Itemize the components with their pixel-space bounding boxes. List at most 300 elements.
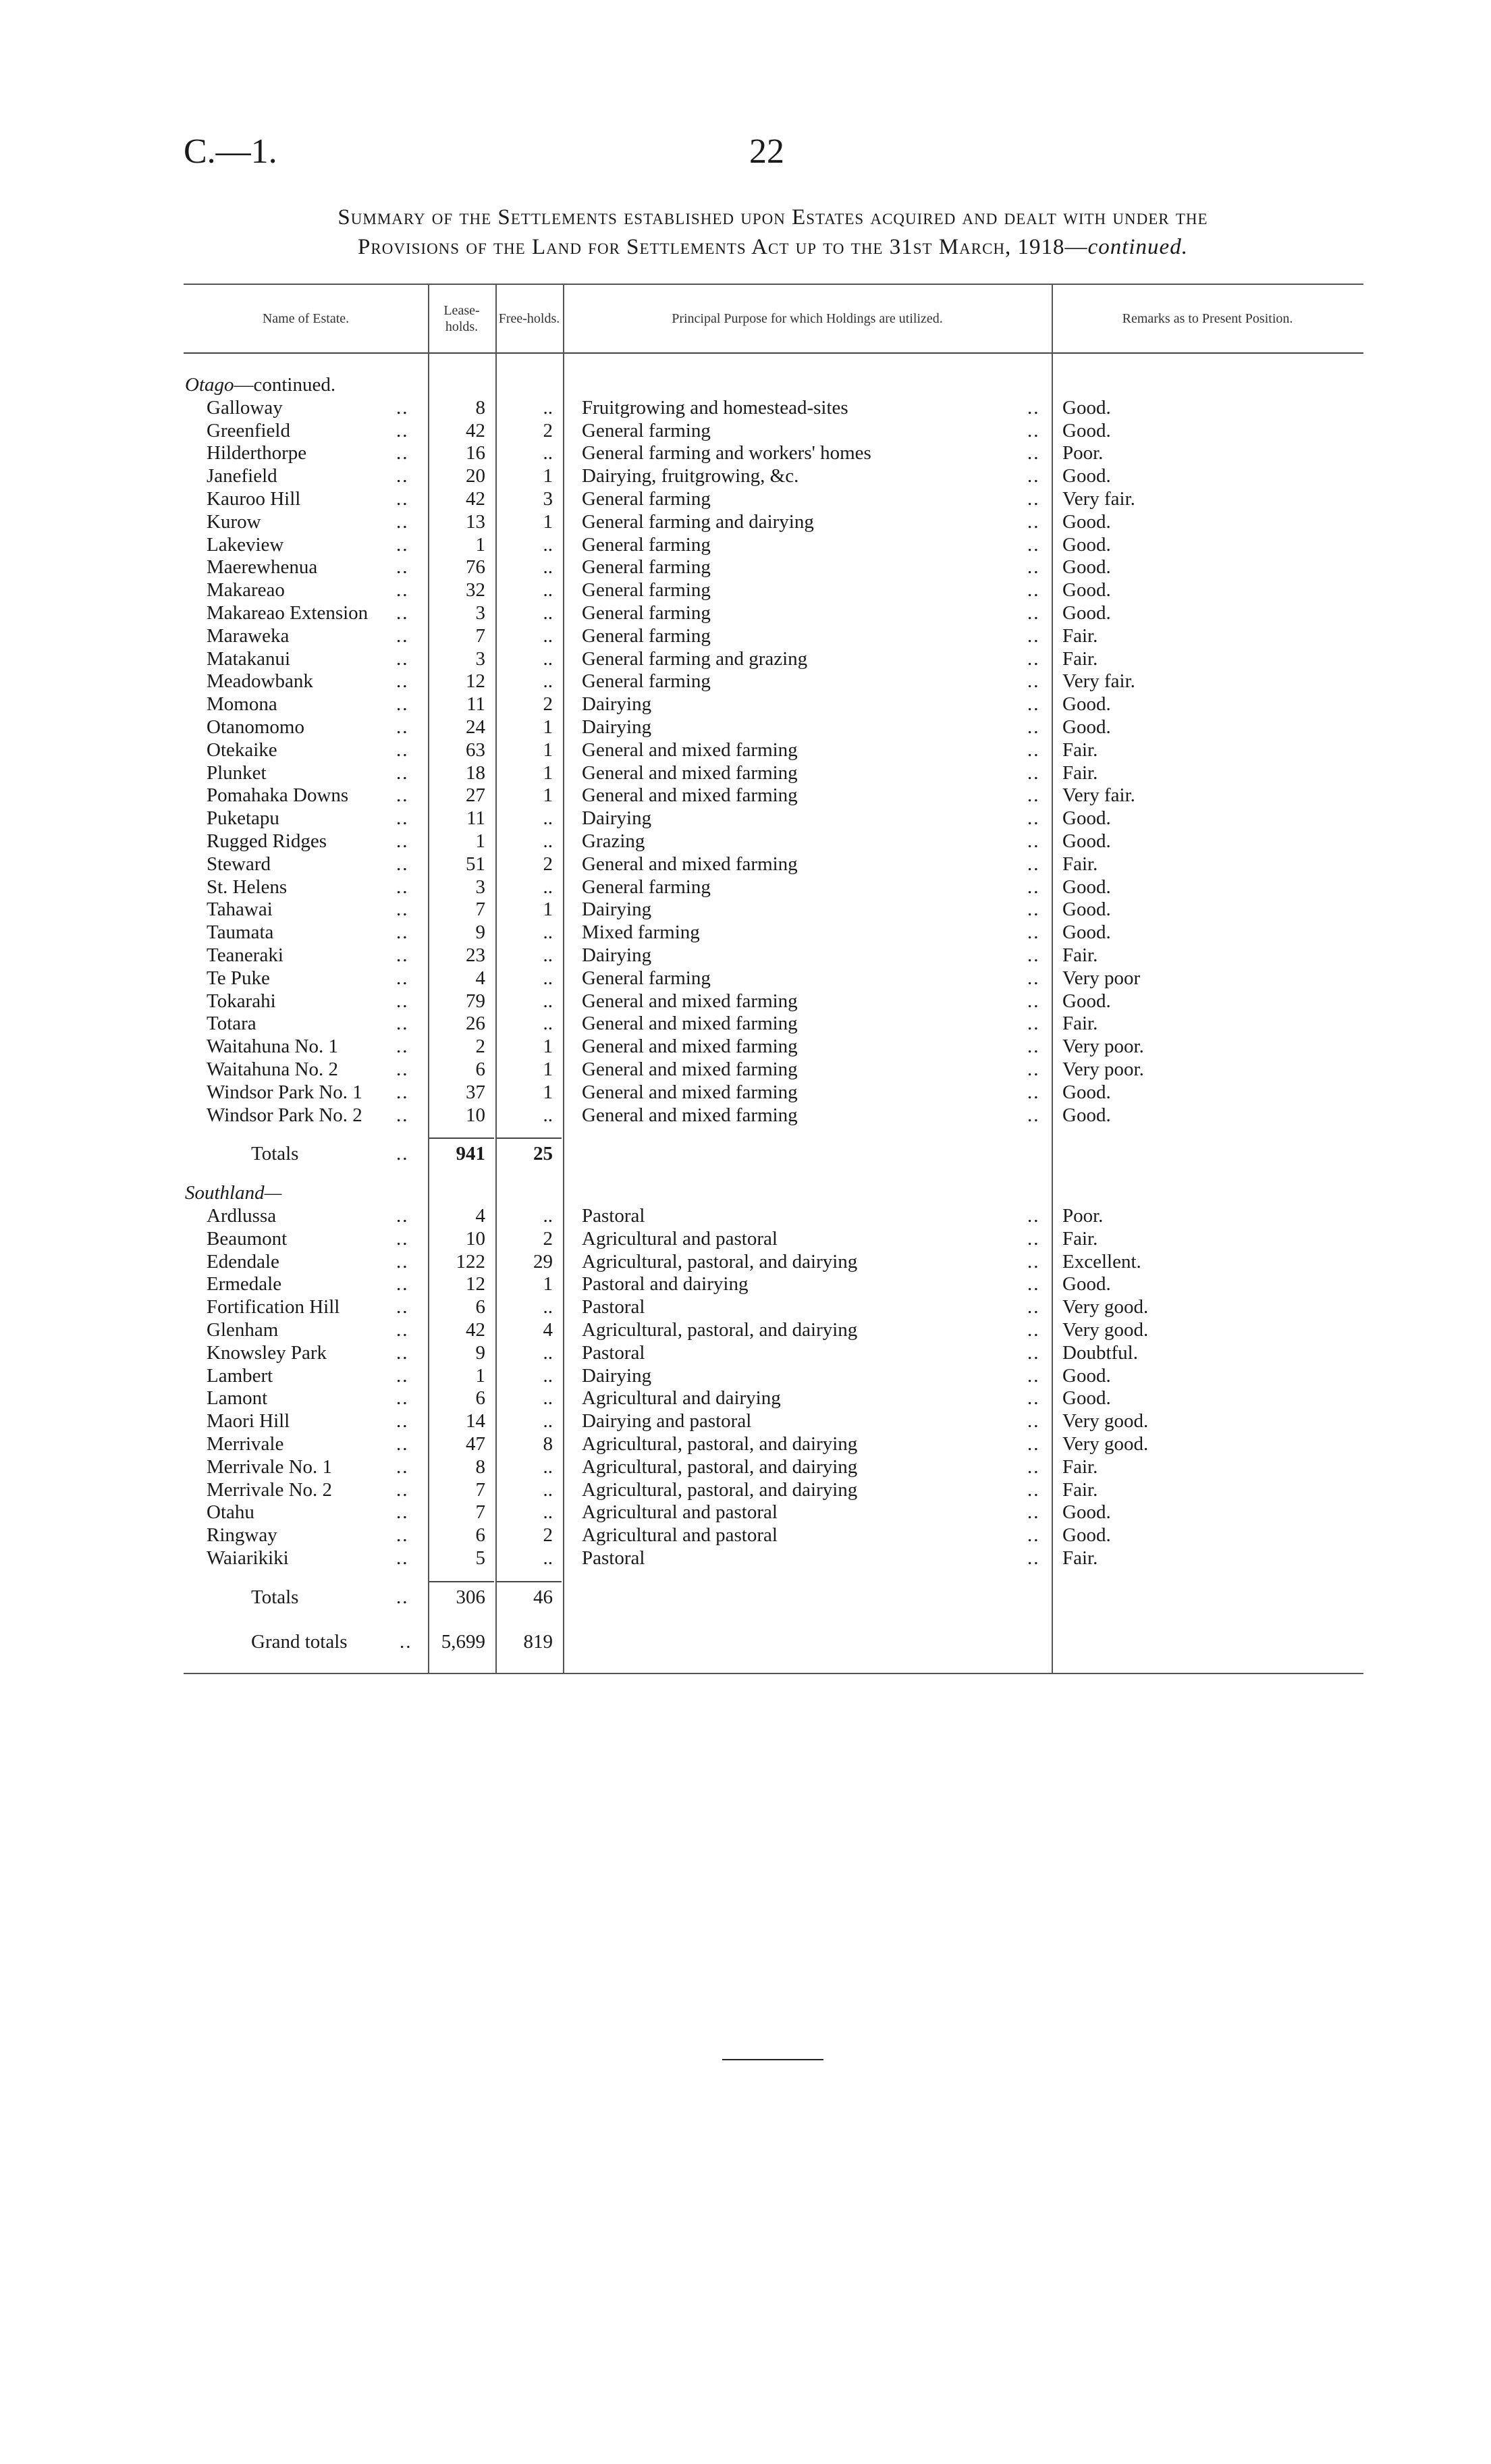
- leader-dots: ..: [1027, 579, 1040, 601]
- table-row: [184, 1296, 1363, 1319]
- freeholds-value: 1: [543, 1036, 553, 1058]
- estate-name: Makareao Extension: [207, 601, 369, 624]
- estate-name: Glenham: [207, 1319, 279, 1341]
- leaseholds-value: 11: [466, 807, 485, 830]
- table-row: [184, 1387, 1363, 1410]
- remarks-text: Very poor: [1062, 967, 1141, 989]
- leaseholds-value: 8: [475, 396, 485, 419]
- estate-name: Windsor Park No. 1: [207, 1081, 362, 1103]
- purpose-text: General and mixed farming: [582, 990, 798, 1012]
- leaseholds-value: 7: [475, 624, 485, 647]
- leader-dots: ..: [1027, 807, 1040, 830]
- leader-dots: ..: [1027, 510, 1040, 533]
- table-row: [184, 1251, 1363, 1274]
- leaseholds-value: 4: [475, 967, 485, 989]
- leader-dots: ..: [396, 1410, 409, 1432]
- leader-dots: ..: [396, 1205, 409, 1227]
- purpose-text: Dairying: [582, 1364, 652, 1387]
- leaseholds-value: 27: [466, 784, 485, 807]
- freeholds-value: ..: [543, 1387, 553, 1410]
- otago-rows: [184, 397, 1363, 1127]
- leader-dots: ..: [1027, 899, 1040, 921]
- purpose-text: General and mixed farming: [582, 784, 798, 807]
- leader-dots: ..: [396, 876, 409, 898]
- leaseholds-value: 5: [475, 1547, 485, 1570]
- purpose-text: Dairying: [582, 807, 652, 830]
- leader-dots: ..: [1027, 1081, 1040, 1103]
- remarks-text: Fair.: [1062, 1227, 1098, 1250]
- table-row: [184, 1501, 1363, 1524]
- remarks-text: Fair.: [1062, 1547, 1098, 1570]
- leader-dots: ..: [1027, 1455, 1040, 1478]
- remarks-text: Good.: [1062, 1387, 1111, 1410]
- remarks-text: Good.: [1062, 465, 1111, 487]
- remarks-text: Good.: [1062, 1104, 1111, 1126]
- estate-name: Momona: [207, 693, 277, 716]
- freeholds-value: 1: [543, 739, 553, 761]
- leaseholds-value: 51: [466, 853, 485, 875]
- leaseholds-value: 12: [466, 670, 485, 693]
- remarks-text: Very poor.: [1062, 1058, 1144, 1080]
- estate-name: Maraweka: [207, 624, 290, 647]
- leaseholds-value: 1: [475, 1364, 485, 1387]
- purpose-text: General farming: [582, 601, 711, 624]
- leader-dots: ..: [396, 784, 409, 807]
- freeholds-value: ..: [543, 1104, 553, 1126]
- totals-rule: [429, 1137, 494, 1139]
- estate-name: Janefield: [207, 465, 277, 487]
- leaseholds-value: 20: [466, 465, 485, 487]
- estate-name: Waitahuna No. 1: [207, 1036, 338, 1058]
- leader-dots: ..: [396, 1341, 409, 1364]
- purpose-text: Dairying: [582, 693, 652, 716]
- estate-name: Greenfield: [207, 419, 290, 441]
- column-divider: [563, 284, 564, 1674]
- leader-dots: ..: [396, 1273, 409, 1295]
- grand-totals-leaseholds: 5,699: [441, 1630, 485, 1653]
- totals-row-southland: [184, 1581, 1363, 1613]
- freeholds-value: ..: [543, 921, 553, 944]
- leader-dots: ..: [1027, 1410, 1040, 1432]
- leaseholds-value: 23: [466, 944, 485, 966]
- leader-dots: ..: [1027, 853, 1040, 875]
- estate-name: Otanomomo: [207, 716, 304, 738]
- remarks-text: Good.: [1062, 1501, 1111, 1524]
- leaseholds-value: 122: [456, 1250, 485, 1273]
- table-row: [184, 830, 1363, 853]
- leader-dots: ..: [396, 1547, 409, 1570]
- freeholds-value: 1: [543, 716, 553, 738]
- table-row: [184, 1433, 1363, 1456]
- freeholds-value: ..: [543, 556, 553, 579]
- leader-dots: ..: [396, 396, 409, 419]
- table-row: [184, 716, 1363, 739]
- title-line-2: [175, 232, 1370, 262]
- remarks-text: Poor.: [1062, 1205, 1104, 1227]
- table-row: [184, 944, 1363, 967]
- remarks-text: Very fair.: [1062, 487, 1135, 510]
- leader-dots: ..: [1027, 1013, 1040, 1035]
- purpose-text: Mixed farming: [582, 921, 700, 944]
- purpose-text: General and mixed farming: [582, 853, 798, 875]
- leader-dots: ..: [396, 1501, 409, 1524]
- remarks-text: Doubtful.: [1062, 1341, 1138, 1364]
- estate-name: St. Helens: [207, 876, 288, 898]
- column-header-purpose: Principal Purpose for which Holdings are utilized.: [672, 311, 943, 326]
- remarks-text: Fair.: [1062, 1478, 1098, 1501]
- table-row: [184, 1410, 1363, 1433]
- totals-freeholds: 25: [533, 1143, 553, 1165]
- leader-dots: ..: [396, 807, 409, 830]
- purpose-text: Dairying: [582, 716, 652, 738]
- table-row: [184, 876, 1363, 899]
- page-number: 22: [749, 132, 784, 171]
- leader-dots: ..: [1027, 1364, 1040, 1387]
- leaseholds-value: 37: [466, 1081, 485, 1103]
- grand-totals-label: Grand totals: [251, 1630, 348, 1653]
- freeholds-value: 1: [543, 1081, 553, 1103]
- freeholds-value: 3: [543, 487, 553, 510]
- leader-dots: ..: [1027, 601, 1040, 624]
- table-row: [184, 921, 1363, 944]
- estate-name: Galloway: [207, 396, 283, 419]
- leader-dots: ..: [1027, 1387, 1040, 1410]
- table-row: [184, 488, 1363, 511]
- estate-name: Beaumont: [207, 1227, 288, 1250]
- freeholds-value: 4: [543, 1319, 553, 1341]
- estate-name: Merrivale No. 1: [207, 1455, 333, 1478]
- freeholds-value: 1: [543, 465, 553, 487]
- remarks-text: Good.: [1062, 396, 1111, 419]
- leaseholds-value: 10: [466, 1104, 485, 1126]
- remarks-text: Fair.: [1062, 647, 1098, 670]
- leaseholds-value: 26: [466, 1013, 485, 1035]
- remarks-text: Poor.: [1062, 442, 1104, 464]
- purpose-text: General and mixed farming: [582, 1013, 798, 1035]
- leaseholds-value: 16: [466, 442, 485, 464]
- leader-dots: ..: [396, 944, 409, 966]
- leaseholds-value: 18: [466, 761, 485, 784]
- remarks-text: Good.: [1062, 1524, 1111, 1547]
- purpose-text: Agricultural and pastoral: [582, 1227, 778, 1250]
- purpose-text: Grazing: [582, 830, 645, 852]
- leader-dots: ..: [1027, 876, 1040, 898]
- remarks-text: Very good.: [1062, 1296, 1149, 1318]
- estate-name: Teaneraki: [207, 944, 283, 966]
- leaseholds-value: 6: [475, 1296, 485, 1318]
- leader-dots: ..: [396, 1143, 409, 1165]
- purpose-text: General farming: [582, 670, 711, 693]
- leaseholds-value: 2: [475, 1036, 485, 1058]
- table-row: [184, 807, 1363, 830]
- totals-row-otago: [184, 1137, 1363, 1170]
- leaseholds-value: 8: [475, 1455, 485, 1478]
- leaseholds-value: 1: [475, 533, 485, 556]
- section-heading-otago: [184, 374, 1363, 397]
- freeholds-value: ..: [543, 396, 553, 419]
- freeholds-value: ..: [543, 967, 553, 989]
- column-header-leaseholds: Lease-holds.: [443, 303, 480, 334]
- estate-name: Te Puke: [207, 967, 270, 989]
- leader-dots: ..: [396, 1586, 409, 1608]
- purpose-text: Dairying: [582, 899, 652, 921]
- title-line-2-text: Provisions of the Land for Settlements Act up to the 31st March, 1918—: [358, 235, 1088, 259]
- estate-name: Otekaike: [207, 739, 277, 761]
- table-row: [184, 1456, 1363, 1479]
- leader-dots: ..: [396, 739, 409, 761]
- totals-label: Totals: [251, 1586, 299, 1608]
- remarks-text: Good.: [1062, 579, 1111, 601]
- leader-dots: ..: [396, 647, 409, 670]
- totals-rule: [497, 1581, 562, 1582]
- estate-name: Lambert: [207, 1364, 273, 1387]
- table-row: [184, 534, 1363, 557]
- totals-rule: [497, 1137, 562, 1139]
- remarks-text: Fair.: [1062, 624, 1098, 647]
- remarks-text: Fair.: [1062, 1455, 1098, 1478]
- table-row: [184, 397, 1363, 420]
- section-heading-southland: Southland—: [185, 1182, 282, 1204]
- leader-dots: ..: [1027, 967, 1040, 989]
- leader-dots: ..: [396, 487, 409, 510]
- leaseholds-value: 1: [475, 830, 485, 852]
- freeholds-value: ..: [543, 442, 553, 464]
- leader-dots: ..: [1027, 1205, 1040, 1227]
- purpose-text: Agricultural, pastoral, and dairying: [582, 1455, 858, 1478]
- grand-totals-freeholds: 819: [523, 1630, 553, 1653]
- remarks-text: Good.: [1062, 899, 1111, 921]
- leader-dots: ..: [396, 1296, 409, 1318]
- freeholds-value: 2: [543, 693, 553, 716]
- leader-dots: ..: [1027, 533, 1040, 556]
- leader-dots: ..: [396, 510, 409, 533]
- freeholds-value: 1: [543, 784, 553, 807]
- leader-dots: ..: [1027, 1104, 1040, 1126]
- spacer: [184, 1170, 1363, 1182]
- leader-dots: ..: [1027, 693, 1040, 716]
- column-divider: [1052, 284, 1053, 1674]
- column-header-freeholds: Free-holds.: [498, 311, 560, 326]
- leader-dots: ..: [396, 556, 409, 579]
- remarks-text: Good.: [1062, 533, 1111, 556]
- estate-name: Kauroo Hill: [207, 487, 301, 510]
- estate-name: Merrivale: [207, 1433, 284, 1455]
- leader-dots: ..: [396, 761, 409, 784]
- southland-rows: [184, 1205, 1363, 1570]
- estate-name: Plunket: [207, 761, 267, 784]
- purpose-text: General farming: [582, 967, 711, 989]
- table-row: [184, 1524, 1363, 1547]
- leader-dots: ..: [1027, 1227, 1040, 1250]
- freeholds-value: ..: [543, 670, 553, 693]
- leaseholds-value: 6: [475, 1524, 485, 1547]
- freeholds-value: 1: [543, 761, 553, 784]
- leader-dots: ..: [396, 1058, 409, 1080]
- leaseholds-value: 6: [475, 1387, 485, 1410]
- estate-name: Waiarikiki: [207, 1547, 289, 1570]
- leaseholds-value: 47: [466, 1433, 485, 1455]
- table-row: [184, 967, 1363, 990]
- leaseholds-value: 42: [466, 487, 485, 510]
- estate-name: Lakeview: [207, 533, 284, 556]
- estate-name: Makareao: [207, 579, 285, 601]
- totals-leaseholds: 306: [456, 1586, 485, 1608]
- purpose-text: Agricultural and pastoral: [582, 1501, 778, 1524]
- leader-dots: ..: [1027, 1273, 1040, 1295]
- freeholds-value: ..: [543, 624, 553, 647]
- leaseholds-value: 13: [466, 510, 485, 533]
- freeholds-value: ..: [543, 647, 553, 670]
- remarks-text: Good.: [1062, 556, 1111, 579]
- estate-name: Waitahuna No. 2: [207, 1058, 338, 1080]
- estate-name: Edendale: [207, 1250, 279, 1273]
- purpose-text: Dairying: [582, 944, 652, 966]
- leader-dots: ..: [1027, 1296, 1040, 1318]
- estate-name: Otahu: [207, 1501, 254, 1524]
- remarks-text: Fair.: [1062, 761, 1098, 784]
- leaseholds-value: 7: [475, 1501, 485, 1524]
- freeholds-value: 1: [543, 1058, 553, 1080]
- purpose-text: Pastoral: [582, 1341, 645, 1364]
- leaseholds-value: 9: [475, 1341, 485, 1364]
- leader-dots: ..: [1027, 716, 1040, 738]
- table-row: [184, 442, 1363, 465]
- leader-dots: ..: [396, 899, 409, 921]
- freeholds-value: ..: [543, 876, 553, 898]
- table-body: [184, 354, 1363, 1673]
- table-row: [184, 853, 1363, 876]
- purpose-text: General and mixed farming: [582, 1058, 798, 1080]
- leader-dots: ..: [396, 1036, 409, 1058]
- leader-dots: ..: [1027, 739, 1040, 761]
- freeholds-value: 2: [543, 1227, 553, 1250]
- leader-dots: ..: [400, 1630, 412, 1653]
- freeholds-value: ..: [543, 1455, 553, 1478]
- spacer: [184, 1570, 1363, 1581]
- purpose-text: General farming: [582, 419, 711, 441]
- leader-dots: ..: [396, 579, 409, 601]
- leaseholds-value: 10: [466, 1227, 485, 1250]
- freeholds-value: 2: [543, 853, 553, 875]
- leader-dots: ..: [1027, 990, 1040, 1012]
- leaseholds-value: 11: [466, 693, 485, 716]
- leader-dots: ..: [396, 601, 409, 624]
- table-row: [184, 1036, 1363, 1059]
- title-line-1: Summary of the Settlements established upon Estates acquired and dealt with under the: [337, 205, 1208, 230]
- purpose-text: General farming: [582, 556, 711, 579]
- leaseholds-value: 12: [466, 1273, 485, 1295]
- estate-name: Maori Hill: [207, 1410, 290, 1432]
- title-continued: continued.: [1087, 235, 1188, 259]
- remarks-text: Fair.: [1062, 1013, 1098, 1035]
- remarks-text: Good.: [1062, 693, 1111, 716]
- table-bottom-rule: [184, 1673, 1363, 1674]
- leader-dots: ..: [1027, 1478, 1040, 1501]
- estate-name: Hilderthorpe: [207, 442, 307, 464]
- remarks-text: Good.: [1062, 716, 1111, 738]
- estate-name: Rugged Ridges: [207, 830, 327, 852]
- estate-name: Merrivale No. 2: [207, 1478, 333, 1501]
- purpose-text: General and mixed farming: [582, 1104, 798, 1126]
- purpose-text: General farming and dairying: [582, 510, 814, 533]
- table-row: [184, 1205, 1363, 1228]
- freeholds-value: ..: [543, 1296, 553, 1318]
- table-row: [184, 648, 1363, 671]
- page-header: [0, 132, 1491, 179]
- remarks-text: Very good.: [1062, 1410, 1149, 1432]
- leader-dots: ..: [396, 624, 409, 647]
- leaseholds-value: 6: [475, 1058, 485, 1080]
- leader-dots: ..: [1027, 1524, 1040, 1547]
- purpose-text: Pastoral: [582, 1296, 645, 1318]
- leader-dots: ..: [396, 853, 409, 875]
- table-row: [184, 1319, 1363, 1342]
- freeholds-value: 8: [543, 1433, 553, 1455]
- estate-name: Ardlussa: [207, 1205, 277, 1227]
- table-row: [184, 1342, 1363, 1365]
- totals-leaseholds: 941: [456, 1143, 485, 1165]
- estate-name: Knowsley Park: [207, 1341, 327, 1364]
- remarks-text: Fair.: [1062, 944, 1098, 966]
- purpose-text: Dairying and pastoral: [582, 1410, 752, 1432]
- estate-name: Lamont: [207, 1387, 268, 1410]
- leaseholds-value: 3: [475, 647, 485, 670]
- estate-name: Pomahaka Downs: [207, 784, 349, 807]
- freeholds-value: ..: [543, 807, 553, 830]
- leader-dots: ..: [396, 1104, 409, 1126]
- remarks-text: Good.: [1062, 830, 1111, 852]
- table-row: [184, 1273, 1363, 1296]
- table-row: [184, 1013, 1363, 1036]
- purpose-text: General and mixed farming: [582, 1036, 798, 1058]
- freeholds-value: ..: [543, 579, 553, 601]
- remarks-text: Good.: [1062, 601, 1111, 624]
- page-title: [175, 203, 1370, 262]
- leader-dots: ..: [396, 533, 409, 556]
- estate-name: Maerewhenua: [207, 556, 318, 579]
- leader-dots: ..: [1027, 944, 1040, 966]
- remarks-text: Very good.: [1062, 1319, 1149, 1341]
- table-row: [184, 465, 1363, 488]
- leaseholds-value: 32: [466, 579, 485, 601]
- freeholds-value: 2: [543, 419, 553, 441]
- leaseholds-value: 24: [466, 716, 485, 738]
- document-code: C.—1.: [184, 132, 277, 171]
- remarks-text: Good.: [1062, 419, 1111, 441]
- freeholds-value: ..: [543, 601, 553, 624]
- leader-dots: ..: [1027, 624, 1040, 647]
- freeholds-value: ..: [543, 1410, 553, 1432]
- section-heading-otago-label: Otago: [185, 374, 234, 396]
- leader-dots: ..: [1027, 556, 1040, 579]
- remarks-text: Good.: [1062, 510, 1111, 533]
- leaseholds-value: 76: [466, 556, 485, 579]
- leader-dots: ..: [1027, 1341, 1040, 1364]
- leader-dots: ..: [1027, 830, 1040, 852]
- table-row: [184, 670, 1363, 693]
- column-divider: [428, 284, 429, 1674]
- table-row: [184, 739, 1363, 762]
- leader-dots: ..: [396, 990, 409, 1012]
- table-row: [184, 784, 1363, 807]
- leader-dots: ..: [396, 716, 409, 738]
- column-header-name: Name of Estate.: [262, 311, 350, 326]
- table-row: [184, 420, 1363, 443]
- freeholds-value: ..: [543, 1364, 553, 1387]
- table-row: [184, 1059, 1363, 1081]
- remarks-text: Very poor.: [1062, 1036, 1144, 1058]
- freeholds-value: ..: [543, 944, 553, 966]
